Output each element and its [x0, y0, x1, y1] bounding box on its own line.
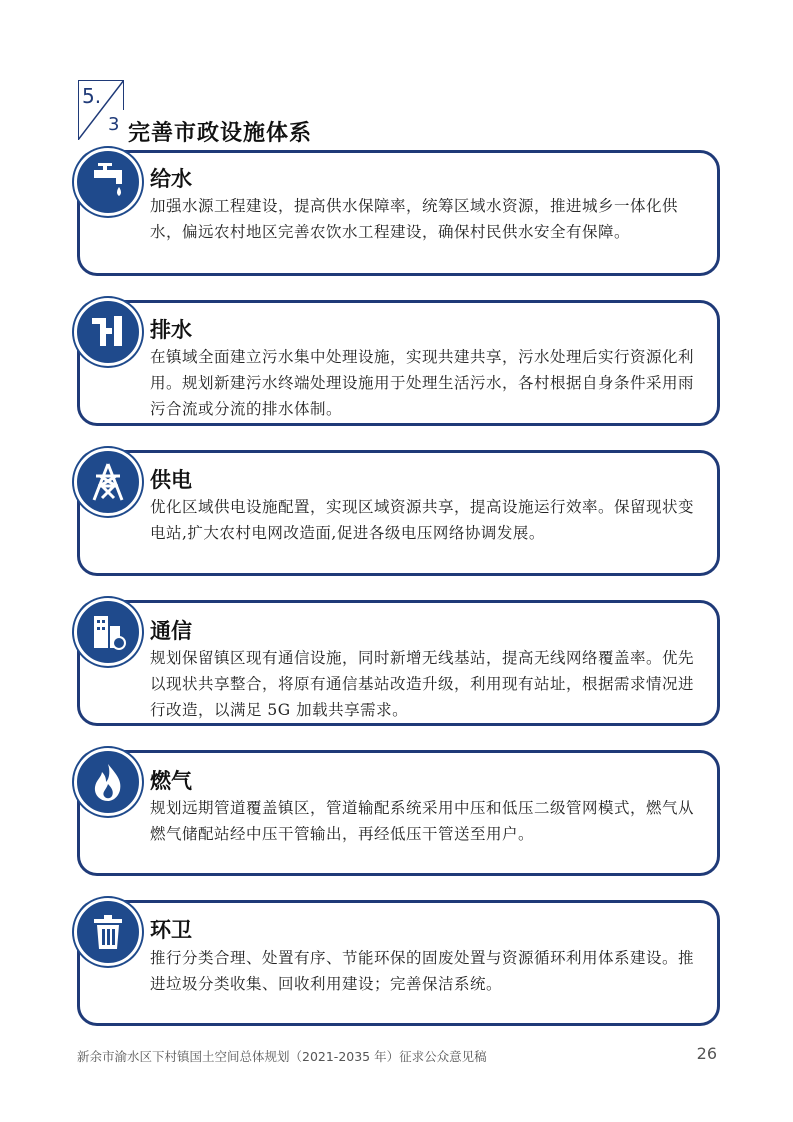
power-tower-icon — [74, 448, 142, 516]
flame-icon — [74, 748, 142, 816]
water-tap-icon — [74, 148, 142, 216]
telecom-building-icon — [74, 598, 142, 666]
section-number-minor: 3 — [108, 114, 120, 135]
section-title: 完善市政设施体系 — [128, 120, 313, 146]
card-body-telecom: 规划保留镇区现有通信设施，同时新增无线基站，提高无线网络覆盖率。优先以现状共享整合，将原有通信基站改造升级，利用现有站址，根据需求情况进行改造，以满足 5G 加载共享需求。 — [150, 649, 695, 719]
card-body-power-supply: 优化区域供电设施配置，实现区域资源共享，提高设施运行效率。保留现状变电站,扩大农村电网改造面,促进各级电压网络协调发展。 — [150, 498, 695, 542]
card-title-power-supply: 供电 — [150, 467, 192, 492]
card-body-water-supply: 加强水源工程建设，提高供水保障率，统筹区域水资源，推进城乡一体化供水，偏远农村地区完善农饮水工程建设，确保村民供水安全有保障。 — [150, 197, 679, 241]
card-title-telecom: 通信 — [150, 618, 192, 643]
section-number-badge — [78, 80, 124, 140]
card-title-drainage: 排水 — [150, 317, 192, 342]
section-number-major: 5. — [82, 84, 102, 108]
card-body-drainage: 在镇域全面建立污水集中处理设施，实现共建共享，污水处理后实行资源化利用。规划新建污水终端处理设施用于处理生活污水，各村根据自身条件采用雨污合流或分流的排水体制。 — [150, 348, 695, 418]
card-body-gas: 规划远期管道覆盖镇区，管道输配系统采用中压和低压二级管网模式，燃气从燃气储配站经中压干管输出，再经低压干管送至用户。 — [150, 799, 695, 843]
card-title-gas: 燃气 — [150, 768, 192, 793]
drainage-pipe-icon — [74, 298, 142, 366]
trash-bin-icon — [74, 898, 142, 966]
card-body-sanitation: 推行分类合理、处置有序、节能环保的固废处置与资源循环利用体系建设。推进垃圾分类收集、回收利用建设；完善保洁系统。 — [150, 949, 695, 993]
page-number: 26 — [696, 1044, 717, 1063]
card-title-water-supply: 给水 — [150, 166, 192, 191]
card-title-sanitation: 环卫 — [150, 917, 192, 942]
document-footer: 新余市渝水区下村镇国土空间总体规划（2021-2035 年）征求公众意见稿 — [77, 1049, 487, 1064]
